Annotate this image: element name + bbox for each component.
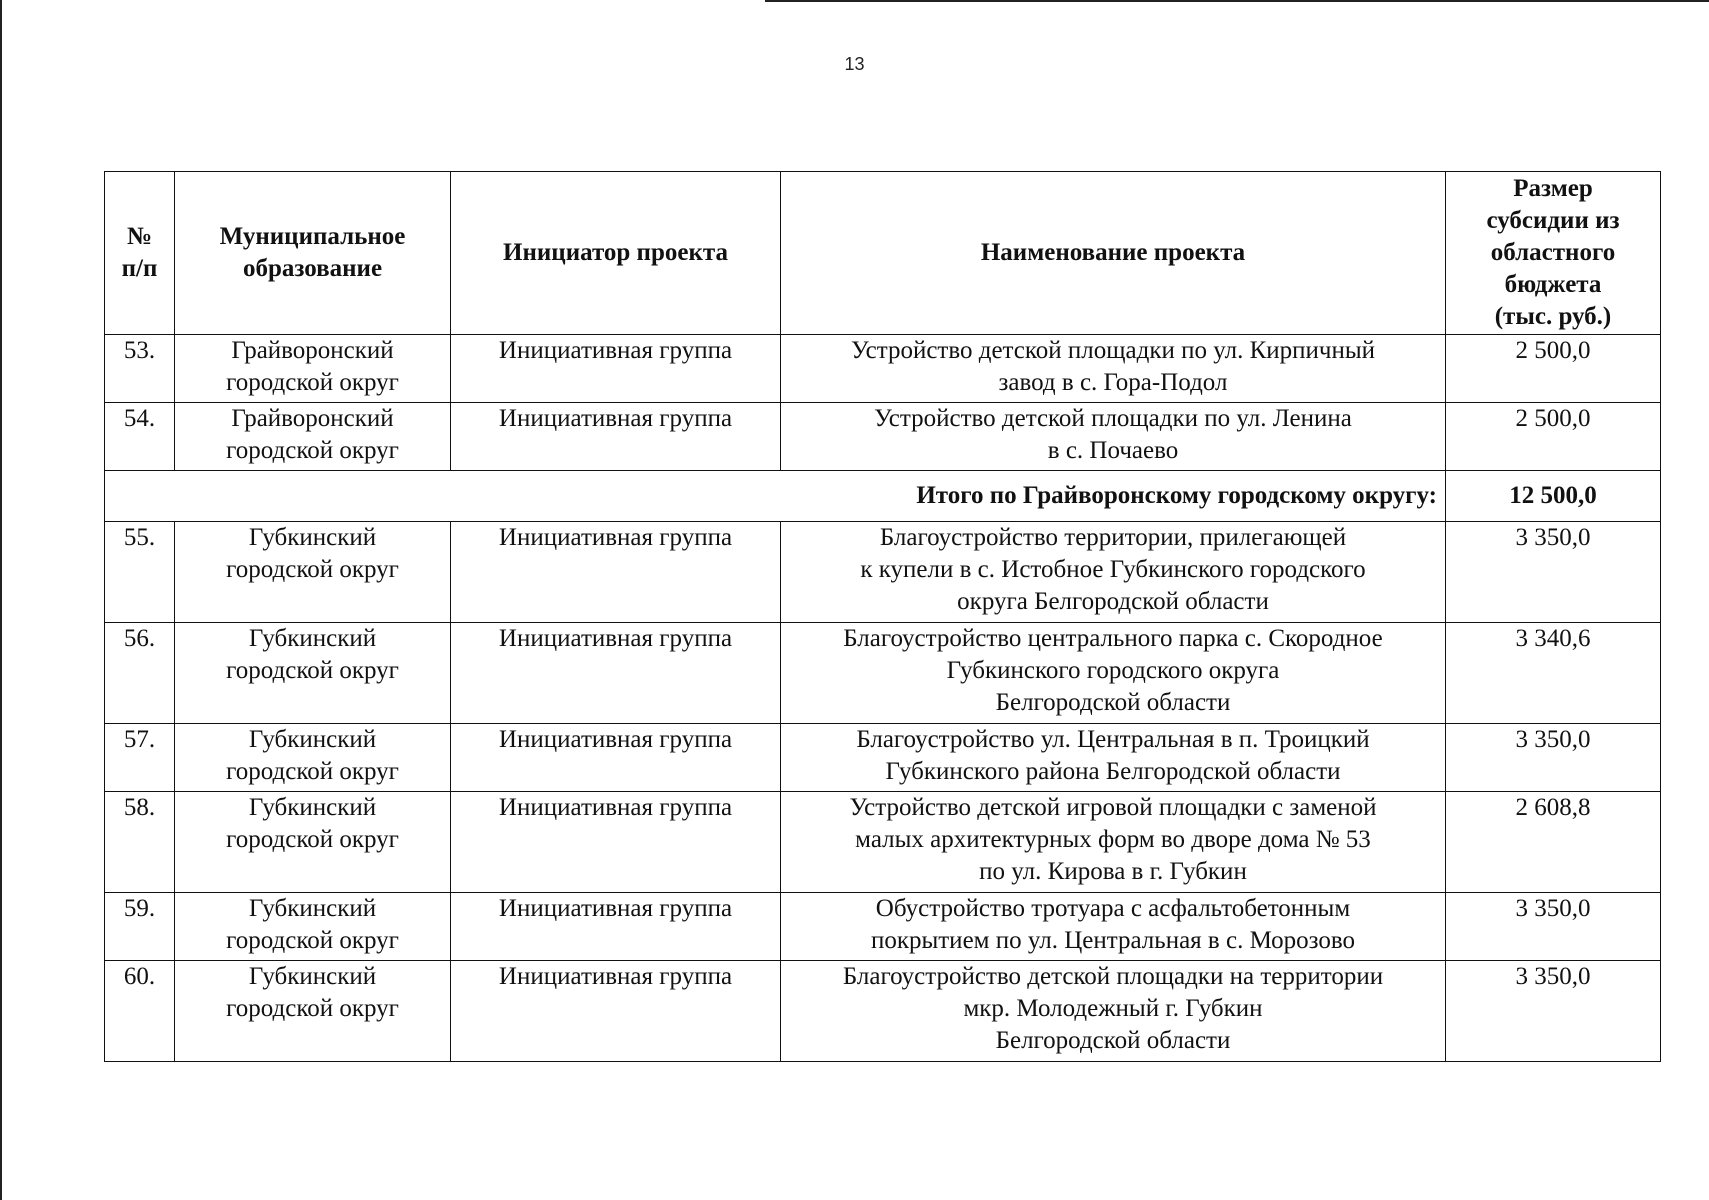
row-amount: 2 500,0: [1446, 403, 1661, 471]
table-header-row: [105, 172, 1661, 335]
row-amount: 3 340,6: [1446, 623, 1661, 724]
header-project: Наименование проекта: [781, 172, 1446, 335]
row-num: 59.: [105, 893, 175, 961]
row-amount: 2 608,8: [1446, 792, 1661, 893]
row-num: 60.: [105, 961, 175, 1062]
row-municipality: Губкинский городской округ: [175, 792, 451, 893]
total-label: Итого по Грайворонскому городскому округу:: [105, 471, 1446, 522]
row-initiator: Инициативная группа: [451, 792, 781, 893]
row-num: 57.: [105, 724, 175, 792]
row-initiator: Инициативная группа: [451, 893, 781, 961]
table-row: [105, 335, 1661, 403]
row-project: Благоустройство территории, прилегающей к купели в с. Истобное Губкинского городского округа Белгородской области: [781, 522, 1446, 623]
row-num: 54.: [105, 403, 175, 471]
row-num: 53.: [105, 335, 175, 403]
row-municipality: Грайворонский городской округ: [175, 335, 451, 403]
row-initiator: Инициативная группа: [451, 335, 781, 403]
row-project: Обустройство тротуара с асфальтобетонным покрытием по ул. Центральная в с. Морозово: [781, 893, 1446, 961]
row-amount: 2 500,0: [1446, 335, 1661, 403]
row-municipality: Губкинский городской округ: [175, 724, 451, 792]
row-amount: 3 350,0: [1446, 724, 1661, 792]
scan-edge-top: [765, 0, 1709, 2]
row-initiator: Инициативная группа: [451, 403, 781, 471]
row-project: Устройство детской игровой площадки с заменой малых архитектурных форм во дворе дома № 53 по ул. Кирова в г. Губкин: [781, 792, 1446, 893]
table-row: [105, 961, 1661, 1062]
table-row: [105, 724, 1661, 792]
row-initiator: Инициативная группа: [451, 522, 781, 623]
subsidy-table: [104, 171, 1661, 1062]
row-municipality: Губкинский городской округ: [175, 961, 451, 1062]
row-num: 56.: [105, 623, 175, 724]
header-amount: Размер субсидии из областного бюджета (тыс. руб.): [1446, 172, 1661, 335]
row-amount: 3 350,0: [1446, 893, 1661, 961]
total-amount: 12 500,0: [1446, 471, 1661, 522]
row-initiator: Инициативная группа: [451, 961, 781, 1062]
row-amount: 3 350,0: [1446, 522, 1661, 623]
row-municipality: Губкинский городской округ: [175, 623, 451, 724]
row-initiator: Инициативная группа: [451, 623, 781, 724]
row-municipality: Губкинский городской округ: [175, 522, 451, 623]
row-project: Благоустройство центрального парка с. Скородное Губкинского городского округа Белгородской области: [781, 623, 1446, 724]
scan-edge-left: [0, 0, 2, 1200]
table-row: [105, 623, 1661, 724]
row-project: Устройство детской площадки по ул. Ленина в с. Почаево: [781, 403, 1446, 471]
header-num: № п/п: [105, 172, 175, 335]
total-row: [105, 471, 1661, 522]
row-project: Благоустройство ул. Центральная в п. Троицкий Губкинского района Белгородской области: [781, 724, 1446, 792]
table-row: [105, 403, 1661, 471]
row-project: Устройство детской площадки по ул. Кирпичный завод в с. Гора-Подол: [781, 335, 1446, 403]
table-row: [105, 522, 1661, 623]
page-number: 13: [844, 54, 865, 74]
table-row: [105, 792, 1661, 893]
row-project: Благоустройство детской площадки на территории мкр. Молодежный г. Губкин Белгородской области: [781, 961, 1446, 1062]
row-num: 55.: [105, 522, 175, 623]
row-amount: 3 350,0: [1446, 961, 1661, 1062]
row-num: 58.: [105, 792, 175, 893]
row-initiator: Инициативная группа: [451, 724, 781, 792]
table-row: [105, 893, 1661, 961]
header-initiator: Инициатор проекта: [451, 172, 781, 335]
row-municipality: Губкинский городской округ: [175, 893, 451, 961]
header-municipality: Муниципальное образование: [175, 172, 451, 335]
row-municipality: Грайворонский городской округ: [175, 403, 451, 471]
